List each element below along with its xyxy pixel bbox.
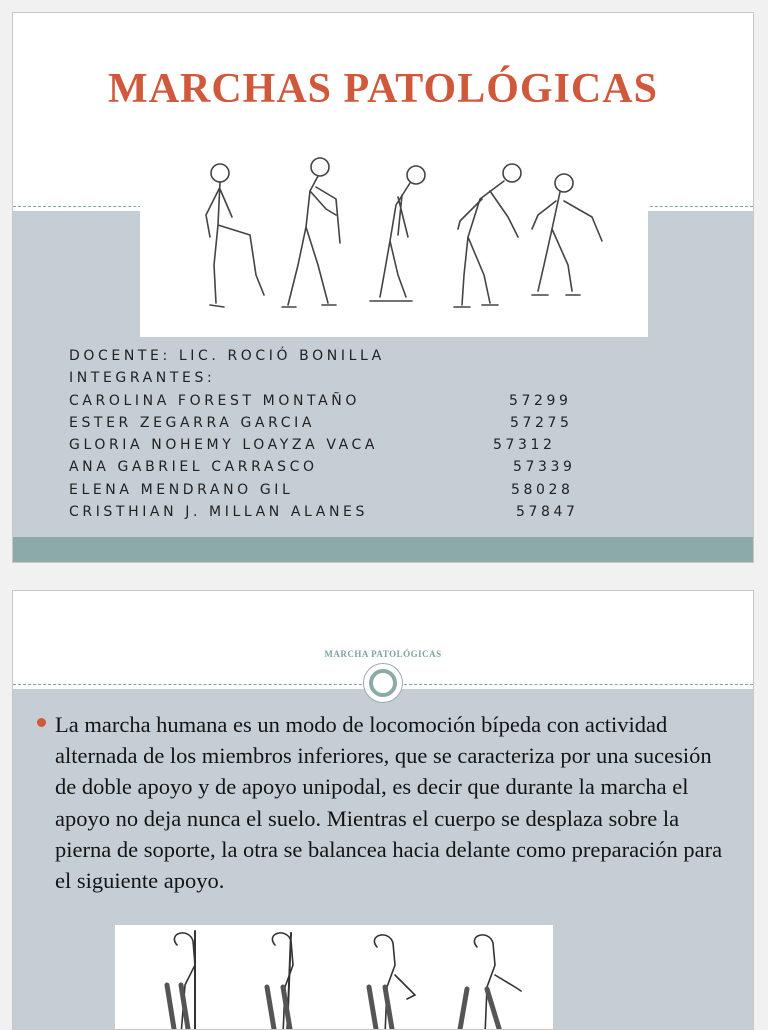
slide-title: MARCHAS PATOLÓGICAS <box>108 66 658 112</box>
member-row <box>69 479 709 501</box>
pathological-gait-figures-image <box>140 125 648 337</box>
content-slide <box>12 590 754 1030</box>
bullet-text: La marcha humana es un modo de locomoción bípeda con actividad alternada de los miembros inferiores, que se caracteriza por una sucesión de doble apoyo y de apoyo unipodal, es decir que durante la marcha el apoyo no deja nunca el suelo. Mientras el cuerpo se desplaza sobre la pierna de soporte, la otra se balancea hacia delante como preparación para el siguiente apoyo. <box>55 712 723 894</box>
gait-figure-icon <box>369 935 415 1030</box>
gait-figure-icon <box>370 166 425 301</box>
member-name: GLORIA NOHEMY LOAYZA VACA <box>69 437 379 454</box>
gait-figure-icon <box>206 164 264 307</box>
gait-figure-icon <box>282 158 340 307</box>
member-id: 57299 <box>509 392 572 409</box>
member-name: ESTER ZEGARRA GARCIA <box>69 414 316 431</box>
gait-figure-icon <box>167 931 195 1030</box>
slide-heading: MARCHA PATOLÓGICAS <box>324 649 442 659</box>
circle-ornament-icon <box>363 663 403 703</box>
member-id: 57339 <box>513 459 576 476</box>
member-name: ELENA MENDRANO GIL <box>69 481 294 498</box>
title-slide <box>12 12 754 563</box>
presentation-info <box>69 345 709 523</box>
member-id: 57847 <box>516 504 579 521</box>
member-row <box>69 456 709 478</box>
gait-figure-icon <box>459 935 521 1030</box>
normal-gait-figures-image <box>115 925 553 1030</box>
gait-figure-icon <box>532 174 602 295</box>
bullet-icon <box>37 718 46 727</box>
member-row <box>69 412 709 434</box>
member-row <box>69 434 709 456</box>
teacher-line: DOCENTE: LIC. ROCIÓ BONILLA <box>69 348 385 364</box>
members-label: INTEGRANTES: <box>69 370 216 387</box>
gait-figure-icon <box>454 164 521 307</box>
member-id: 58028 <box>511 481 574 498</box>
footer-band <box>13 537 753 563</box>
member-name: CAROLINA FOREST MONTAÑO <box>69 392 360 409</box>
member-id: 57275 <box>510 414 573 431</box>
member-id: 57312 <box>493 437 556 454</box>
gait-figure-icon <box>267 933 293 1030</box>
member-row <box>69 390 709 412</box>
member-row <box>69 501 709 523</box>
member-name: ANA GABRIEL CARRASCO <box>69 459 318 476</box>
member-name: CRISTHIAN J. MILLAN ALANES <box>69 504 368 521</box>
